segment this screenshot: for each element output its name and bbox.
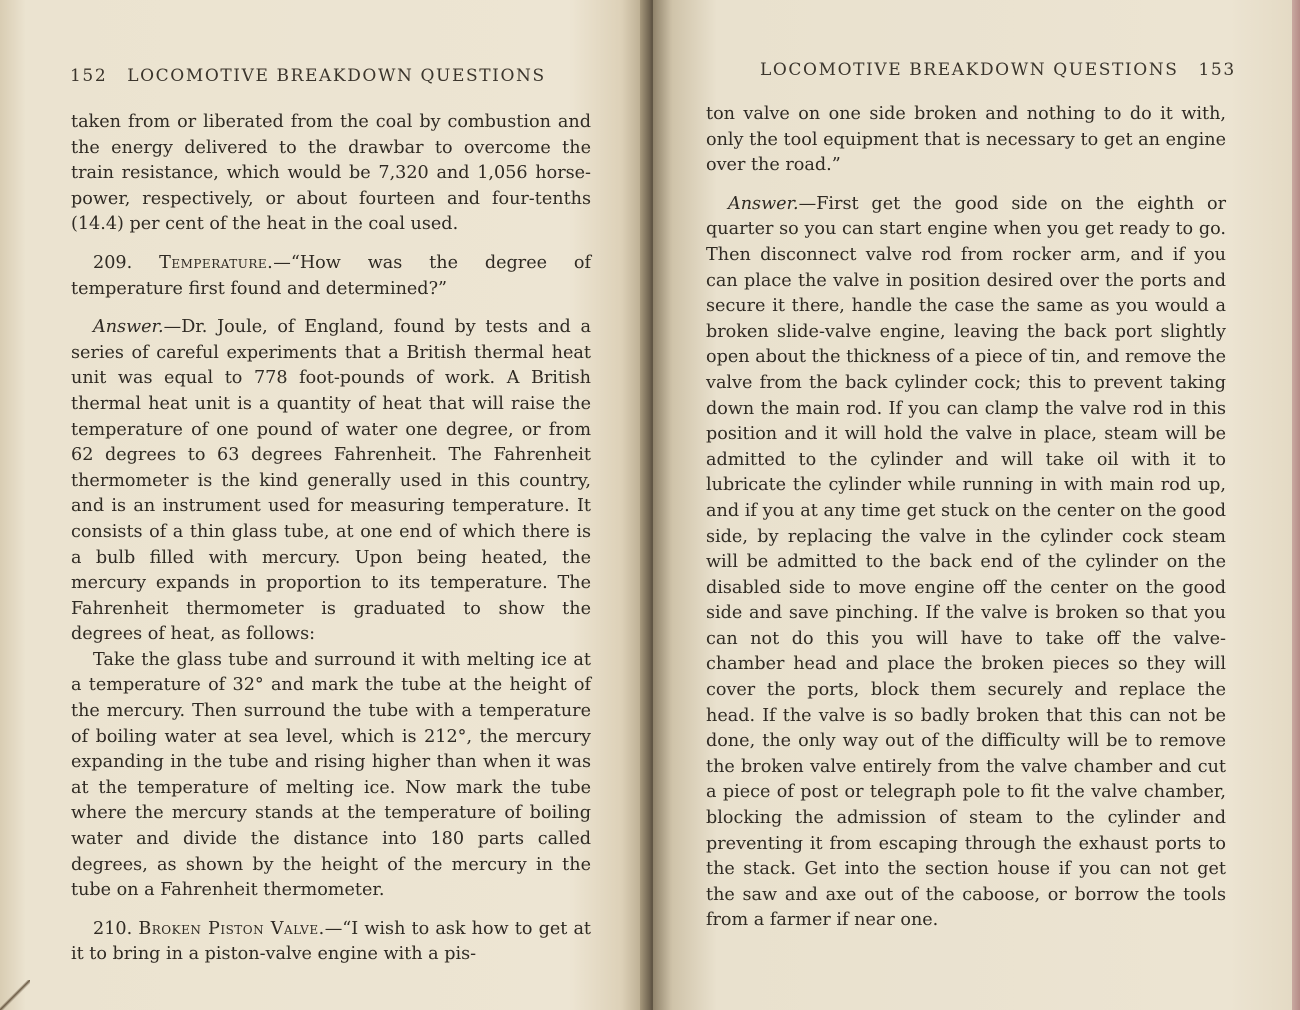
answer-text: —Dr. Joule, of England, found by tests and a series of careful experiments that a British thermal heat unit was equal to 778 foot-pounds of work. A British thermal heat unit is a quantity of heat that will raise the temperature of one pound of water one degree, or from 62 degrees to 63 degrees Fahrenheit. The Fahrenheit thermometer is the kind generally used in this country, and is an instrument used for measuring temperature. It consists of a thin glass tube, at one end of which there is a bulb filled with mercury. Upon being heated, the mercury expands in proportion to its temperature. The Fahrenheit thermometer is graduated to show the degrees of heat, as follows: — [71, 317, 591, 645]
question-number: 210. — [93, 918, 133, 939]
left-page-number: 152 — [70, 66, 108, 86]
question-title: Temperature. — [159, 252, 274, 273]
question-209 — [71, 251, 591, 302]
left-running-head — [70, 66, 546, 86]
continuation-paragraph: taken from or liberated from the coal by combustion and the energy delivered to the drawbar to overcome the train resistance, which would be 7,320 and 1,056 horse-power, respectively, or about fourteen and four-tenths (14.4) per cent of the heat in the coal used. — [71, 112, 591, 235]
answer-text: —First get the good side on the eighth or quarter so you can start engine when you get ready to go. Then disconnect valve rod from rocker arm, and if you can place the valve in position desired over the ports and secure it there, handle the case the same as you would a broken slide-valve engine, leaving the back port slightly open about the thickness of a piece of tin, and remove the valve from the back cylinder cock; this to prevent taking down the main rod. If you can clamp the valve rod in this position and it will hold the valve in place, steam will be admitted to the cylinder and will take oil with it to lubricate the cylinder while running in with main rod up, and if you at any time get stuck on the center on the good side, by replacing the valve in the cylinder cock steam will be admitted to the back end of the cylinder on the disabled side to move engine off the center on the good side and save pinching. If the valve is broken so that you can not do this you will have to take off the valve-chamber head and place the broken pieces so they will cover the ports, block them securely and replace the head. If the valve is so badly broken that this can not be done, the only way out of the difficulty will be to remove the broken valve entirely from the valve chamber and cut a piece of post or telegraph pole to fit the valve chamber, blocking the admission of steam to the cylinder and preventing it from escaping through the exhaust ports to the stack. Get into the section house if you can not get the saw and axe out of the caboose, or borrow the tools from a farmer if near one. — [706, 193, 1226, 931]
question-210 — [71, 917, 591, 968]
left-page — [0, 0, 647, 1010]
right-running-head — [760, 60, 1236, 80]
right-page-number: 153 — [1198, 60, 1236, 80]
question-number: 209. — [93, 252, 133, 273]
right-running-title: LOCOMOTIVE BREAKDOWN QUESTIONS — [760, 60, 1179, 80]
continuation-paragraph: ton valve on one side broken and nothing to do it with, only the tool equipment that is necessary to get an engine over the road.” — [706, 104, 1226, 176]
question-text: —“I wish to ask how to get at it to bring in a piston-valve engine with a pis- — [71, 918, 591, 965]
question-text: —“How was the degree of temperature first found and determined?” — [71, 252, 592, 299]
book-edge — [1292, 0, 1300, 1010]
answer-209 — [71, 315, 591, 648]
glass-tube-paragraph: Take the glass tube and surround it with melting ice at a temperature of 32° and mark the tube at the height of the mercury. Then surround the tube with a temperature of boiling water at sea level, which is 212°, the mercury expanding in the tube and rising higher than when it was at the temperature of melting ice. Now mark the tube where the mercury stands at the temperature of boiling water and divide the distance into 180 parts called degrees, as shown by the height of the mercury in the tube on a Fahrenheit thermometer. — [71, 649, 591, 901]
left-page-body — [71, 110, 591, 968]
right-page-body — [706, 102, 1226, 934]
answer-label: Answer. — [728, 193, 799, 214]
left-running-title: LOCOMOTIVE BREAKDOWN QUESTIONS — [127, 66, 546, 86]
page-corner — [0, 980, 30, 1010]
answer-label: Answer. — [93, 317, 164, 338]
answer-210 — [706, 192, 1226, 934]
question-title: Broken Piston Valve. — [138, 918, 325, 939]
right-page — [653, 0, 1293, 1010]
